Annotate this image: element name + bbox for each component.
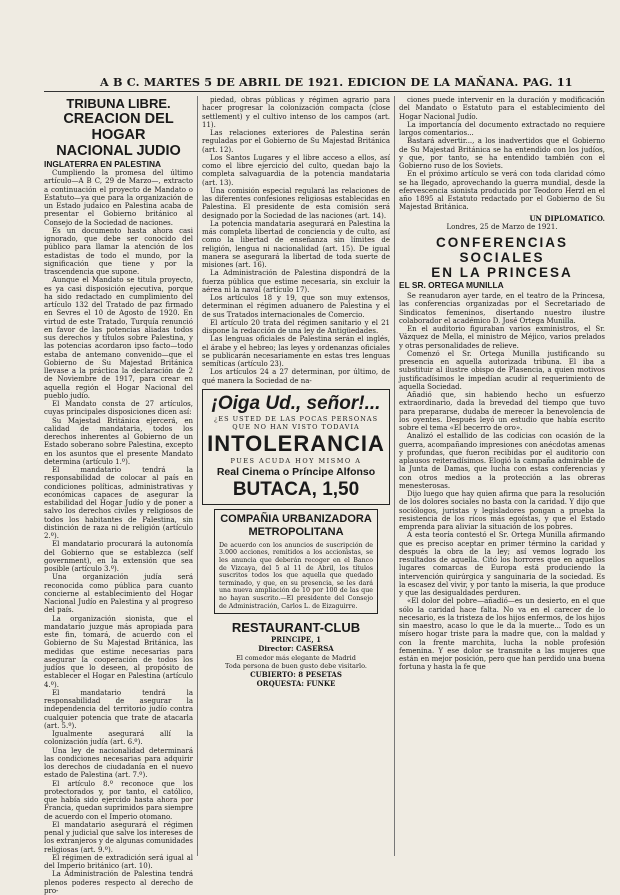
column-divider [197, 96, 198, 856]
paragraph: Su Majestad Británica ejercerá, en calidad de mandataria, todos los derechos inherentes al Gobierno de un Estado soberano sobre Palestina, excepto en los asuntos que el presente Mandato determina (artículo 1.º). [44, 416, 193, 466]
ad-price: BUTACA, 1,50 [232, 478, 360, 500]
restaurant-director: Director: CASERSA [258, 644, 334, 654]
paragraph: En el próximo artículo se verá con toda claridad cómo se ha llegado, aprovechando la guerra mundial, desde la efervescencia sionista producida por Teodoro Herzl en el año 1895 al Estatuto redactado por el Gobierno de Su Majestad Británica. [399, 170, 605, 212]
paragraph: Analizó el estallido de las codicias con ocasión de la guerra, acompañando impresiones con anécdotas amenas y profundas, que fueron recibidas por el auditorio con aplausos reiteradísimos. Elogió la campaña admirable de la Junta de Damas, que lucha con estas conferencias y con otros medios a la protección a las obreras menesterosas. [399, 432, 605, 490]
restaurant-menu-price: CUBIERTO: 8 PESETAS [250, 670, 342, 680]
ad-film-title: INTOLERANCIA [207, 430, 385, 456]
paragraph: El régimen de extradición será igual al del Imperio británico (art. 10). [44, 853, 193, 870]
paragraph: Una comisión especial regulará las relaciones de las diferentes confesiones religiosas establecidas en Palestina. El presidente de esta comisión será designado por la Sociedad de las naciones (art. 14). [202, 186, 390, 220]
paragraph: Una ley de nacionalidad determinará las condiciones necesarias para adquirir los derechos de ciudadanía en el nuevo estado de Palestina (art. 7.º). [44, 746, 193, 780]
column-1 [44, 96, 193, 895]
cinema-advertisement [202, 389, 390, 505]
paragraph: Los artículos 24 a 27 determinan, por último, de qué manera la Sociedad de na- [202, 368, 390, 385]
paragraph: La importancia del documento extractado no requiere largos comentarios... [399, 120, 605, 137]
company-notice-body: De acuerdo con los anuncios de suscripción de 3.000 acciones, remitidos a los accionistas, se les anuncia que deberán recoger en el Banco de Vizcaya, del 5 al 11 de Abril, los títulos suscritos todos los que aquella que quedado terminado, y que, en su presencia, se les dará una nueva ampliación de 10 por 100 de las que no hayan suscrito.—El presidente del Consejo de Administración, Carlos L. de Eizaguirre. [219, 541, 373, 610]
article-subtitle: INGLATERRA EN PALESTINA [44, 159, 162, 169]
article-title-line-2: NACIONAL JUDIO [56, 143, 181, 159]
paragraph: El mandatario tendrá la responsabilidad de asegurar la independencia del territorio judío contra cualquier potencia que trate de atacarla (art. 5.º). [44, 688, 193, 730]
paragraph: La Administración de Palestina dispondrá de la fuerza pública que estime necesaria, sin excluir la aérea ni la naval (artículo 17). [202, 269, 390, 294]
paragraph: Las relaciones exteriores de Palestina serán reguladas por el Gobierno de Su Majestad Británica (art. 12). [202, 129, 390, 154]
ad-cinema-name: Real Cinema o Príncipe Alfonso [216, 465, 376, 478]
company-name-line-1: COMPAÑIA URBANIZADORA [220, 512, 372, 525]
paragraph: La Administración de Palestina tendrá plenos poderes respecto al derecho de pro- [44, 870, 193, 895]
page-header: A B C. MARTES 5 DE ABRIL DE 1921. EDICION DE LA MAÑANA. PAG. 11 [100, 75, 573, 89]
paragraph: Bastará advertir..., a los inadvertidos que el Gobierno de Su Majestad Británica se ha entendido con los judíos, y que, por tanto, se ha entendido también con el Gobierno ruso de los Soviets. [399, 137, 605, 170]
paragraph: Los artículos 18 y 19, que son muy extensos, determinan el régimen aduanero de Palestina y el de sus Tratados internacionales de Comercio. [202, 294, 390, 319]
paragraph: «El dolor del pobre—añadió—es un desierto, en el que sólo la caridad hace falta. No va en el carecer de lo necesario, es la tristeza de los hijos enfermos, de los hijos sin maestro, acaso lo que le da la muerte... Todo es un mísero hogar triste para la madre que, con la maldad y con la frente marchita, lucha la noble profesión femenina. Y ese dolor se transmite a las mujeres que están en mejor posición, pero que han perdido una buena fortuna y hasta la fe que [399, 597, 605, 672]
paragraph: La organización sionista, que el mandatario juzgue más apropiada para este fin, tomará, de acuerdo con el Gobierno de Su Majestad Británica, las medidas que estime necesarias para asegurar la cooperación de todos los judíos que lo deseen, al propósito de establecer el Hogar en Palestina (artículo 4.º). [44, 614, 193, 689]
conference-subtitle: EL SR. ORTEGA MUNILLA [399, 280, 504, 290]
paragraph: A esta teoría contestó el Sr. Ortega Munilla afirmando que es preciso aceptar en primer término la caridad y después la obra de la ley; así vemos logrado los resultados de aquella. Citó los horrores que en aquellos lugares comarcas de Europa está produciendo la intervención quirúrgica y sanguinaria de la sociedad. Es la escasez del vivir, y por tanto la miseria, la que produce y que las desigualdades perduren. [399, 531, 605, 597]
column-divider [394, 96, 395, 856]
conference-title-line-3: EN LA PRINCESA [431, 265, 573, 280]
ad-line: ¿ES USTED DE LAS POCAS PERSONAS [213, 414, 379, 423]
column-3 [399, 96, 605, 856]
restaurant-name: RESTAURANT-CLUB [231, 620, 361, 636]
paragraph: El artículo 20 trata del régimen sanitario y el 21 dispone la redacción de una ley de Antigüedades. [202, 318, 390, 335]
paragraph: El mandatario tendrá la responsabilidad de colocar al país en condiciones políticas, administrativas y económicas capaces de asegurar la estabilidad del Hogar Judío y de poner a salvo los derechos civiles y religiosos de todos los habitantes de Palestina, sin distinción de raza ni de religión (artículo 2.º). [44, 466, 193, 540]
paragraph: Aunque el Mandato se titula proyecto, es ya casi disposición ejecutiva, porque ha sido redactado en cumplimiento del artículo 132 del Tratado de paz firmado en Sevres el 10 de Agosto de 1920. En virtud de este Tratado, Turquía renunció en favor de las potencias aliadas todos sus derechos y títulos sobre Palestina, y las potencias acordaron ipso facto—todo estaba de antemano convenido—que el Gobierno de Su Majestad Británica llevase a la práctica la declaración de 2 de Noviembre de 1917, para crear en aquella región el Hogar Nacional del pueblo judío. [44, 276, 193, 400]
conference-title-line-2: SOCIALES [459, 250, 545, 265]
restaurant-line: Toda persona de buen gusto debe visitarlo. [225, 662, 367, 671]
restaurant-orchestra: ORQUESTA: FUNKE [256, 679, 336, 689]
ad-line: QUE NO HAN VISTO TODAVIA [232, 422, 360, 431]
paragraph: Una organización judía será reconocida como pública para cuanto concierne al establecimiento del Hogar Nacional Judío en Palestina y al progreso del país. [44, 573, 193, 615]
paragraph: Es un documento hasta ahora casi ignorado, que debe ser conocido del público para llamar la atención de los estadistas de todo el mundo, por la significación que tiene y por la trascendencia que supone. [44, 226, 193, 276]
paragraph: Se reanudaron ayer tarde, en el teatro de la Princesa, las conferencias organizadas por el Secretariado de Sindicatos femeninos, disertando nuestro ilustre colaborador el académico D. José Ortega Munilla. [399, 292, 605, 325]
paragraph: La potencia mandataria asegurará en Palestina la más completa libertad de conciencia y de culto, así como la libertad de enseñanza sin límites de religión, lengua ni nacionalidad (art. 15). De igual manera se asegurará la libertad de toda suerte de misiones (art. 16). [202, 219, 390, 269]
paragraph: El Mandato consta de 27 artículos, cuyas principales disposiciones dicen así: [44, 400, 193, 417]
restaurant-advertisement [202, 620, 390, 688]
article-signature: UN DIPLOMATICO. [529, 213, 605, 223]
paragraph: En el auditorio figuraban varios exministros, el Sr. Vázquez de Mella, el ministro de Méjico, varios prelados y otras personalidades de relieve. [399, 325, 605, 350]
company-notice [214, 509, 378, 614]
paragraph: El mandatario procurará la autonomía del Gobierno que se establezca (self government), en la extensión que sea posible (artículo 3.º). [44, 540, 193, 573]
ad-headline: ¡Oiga Ud., señor!... [211, 392, 381, 414]
paragraph: Cumpliendo la promesa del último artículo—A B C, 29 de Marzo—, extracto a continuación el proyecto de Mandato o Estatuto—ya que para la organización de un Estado judaico en Palestina acaba de presentar el Gobierno británico al Consejo de la Sociedad de naciones. [44, 169, 193, 227]
paragraph: Comenzó el Sr. Ortega Munilla justificando su presencia en aquella autorizada tribuna. El iba a substituir al ilustre obispo de Plasencia, a quien motivos justificadísimos le impedían acudir al requerimiento de aquella Sociedad. [399, 349, 605, 391]
article-title-line-1: CREACION DEL HOGAR [63, 111, 174, 143]
paragraph: El artículo 8.º reconoce que los protectorados y, por tanto, el católico, que había sido ejercido hasta ahora por Francia, quedan suprimidos para siempre de acuerdo con el Imperio otomano. [44, 779, 193, 821]
company-name-line-2: METROPOLITANA [248, 525, 344, 538]
paragraph: piedad, obras públicas y régimen agrario para hacer progresar la colonización compacta (close settlement) y el cultivo intenso de los campos (art. 11). [202, 96, 390, 129]
restaurant-address: PRINCIPE, 1 [271, 635, 321, 645]
restaurant-line: El comedor más elegante de Madrid [236, 654, 356, 663]
column-2 [202, 96, 390, 856]
paragraph: Igualmente asegurará allí la colonización judía (art. 6.º). [44, 730, 193, 747]
header-rule [44, 91, 604, 92]
paragraph: Dijo luego que hay quien afirma que para la resolución de los dolores sociales no basta con la caridad. Y dijo que sociólogos, juristas y legisladores pongan a prueba la resistencia de los ricos más egoístas, y que el Estado emprenda para aliviar la situación de los pobres. [399, 490, 605, 531]
ad-line: PUES ACUDA HOY MISMO A [230, 456, 362, 465]
dateline: Londres, 25 de Marzo de 1921. [446, 222, 558, 231]
paragraph: ciones puede intervenir en la duración y modificación del Mandato o Estatuto para el establecimiento del Hogar Nacional Judío. [399, 96, 605, 121]
conference-title-line-1: CONFERENCIAS [435, 235, 568, 250]
paragraph: Añadió que, sin habiendo hecho un esfuerzo extraordinario, dada la brevedad del tiempo que tuvo para prepararse, dudaba de merecer la benevolencia de los oyentes. Después leyó un estudio que había escrito sobre el tema «El becerro de oro». [399, 391, 605, 432]
paragraph: Las lenguas oficiales de Palestina serán el inglés, el árabe y el hebreo; las leyes y ordenanzas oficiales se publicarán necesariamente en estas tres lenguas semíticas (artículo 23). [202, 335, 390, 368]
paragraph: El mandatario asegurará el régimen penal y judicial que salve los intereses de los extranjeros y de algunas comunidades religiosas (art. 9.º). [44, 820, 193, 854]
article-kicker: TRIBUNA LIBRE. [66, 96, 171, 111]
paragraph: Los Santos Lugares y el libre acceso a ellos, así como el libre ejercicio del culto, quedan bajo la completa salvaguardia de la potencia mandataria (art. 13). [202, 153, 390, 187]
